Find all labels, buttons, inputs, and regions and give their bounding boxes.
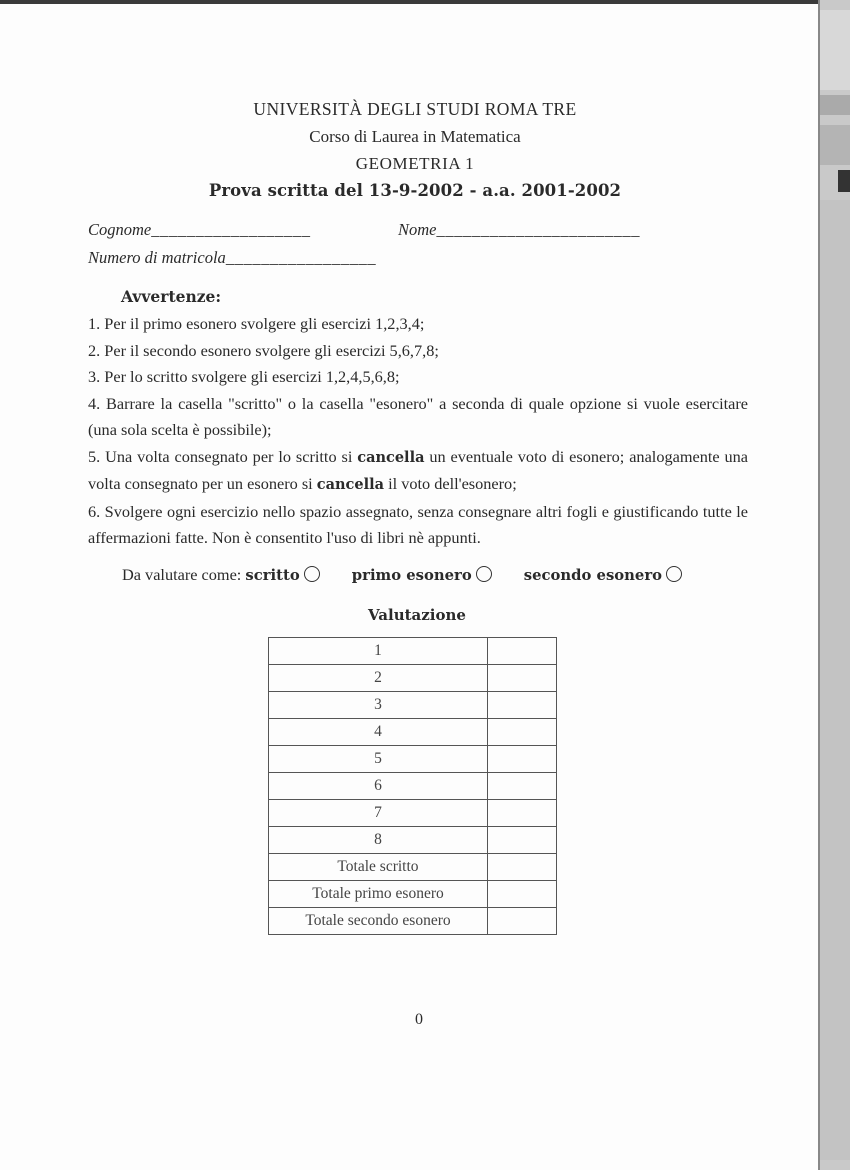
grading-score-cell[interactable] <box>488 773 557 800</box>
grading-row-label: 6 <box>269 773 488 800</box>
table-row <box>269 746 557 773</box>
matricola-line: _________________ <box>225 248 377 267</box>
grading-row-label: 3 <box>269 692 488 719</box>
nome-label: Nome <box>398 220 437 239</box>
course-name: Corso di Laurea in Matematica <box>309 127 521 146</box>
page-number: 0 <box>415 1011 423 1028</box>
cognome-line: __________________ <box>151 220 311 239</box>
table-row <box>269 908 557 935</box>
table-row <box>269 827 557 854</box>
grading-row-label: Totale primo esonero <box>269 881 488 908</box>
option-secondo-radio[interactable] <box>666 566 682 582</box>
warning-item-4: 4. Barrare la casella "scritto" o la casella "esonero" a seconda di quale opzione si vuole esercitare (una sola scelta è possibile); <box>88 393 748 439</box>
grading-title: Valutazione <box>368 606 466 624</box>
grading-row-label: 5 <box>269 746 488 773</box>
document-header <box>0 96 830 204</box>
grading-score-cell[interactable] <box>488 908 557 935</box>
nome-field[interactable] <box>398 220 640 240</box>
option-primo-label: primo esonero <box>351 567 472 584</box>
warning-item-2: 2. Per il secondo esonero svolgere gli esercizi 5,6,7,8; <box>88 340 439 360</box>
table-row <box>269 692 557 719</box>
grading-score-cell[interactable] <box>488 854 557 881</box>
matricola-label: Numero di matricola <box>88 248 226 267</box>
table-row <box>269 665 557 692</box>
subject-name: GEOMETRIA 1 <box>355 154 475 173</box>
grading-row-label: Totale secondo esonero <box>269 908 488 935</box>
option-primo-radio[interactable] <box>476 566 492 582</box>
cognome-label: Cognome <box>88 220 152 239</box>
option-secondo-label: secondo esonero <box>523 567 662 584</box>
grading-score-cell[interactable] <box>488 719 557 746</box>
choice-label: Da valutare come: <box>122 565 242 584</box>
grading-score-cell[interactable] <box>488 827 557 854</box>
option-scritto-radio[interactable] <box>304 566 320 582</box>
grading-score-cell[interactable] <box>488 800 557 827</box>
warning-item-5: 5. Una volta consegnato per lo scritto si cancella un eventuale voto di esonero; analogamente una volta consegnato per un esonero si cancella il voto dell'esonero; <box>88 446 749 493</box>
table-row <box>269 773 557 800</box>
university-name: UNIVERSITÀ DEGLI STUDI ROMA TRE <box>253 99 577 119</box>
cognome-field[interactable] <box>88 220 311 240</box>
grading-row-label: 1 <box>269 638 488 665</box>
table-row <box>269 854 557 881</box>
grading-row-label: Totale scritto <box>269 854 488 881</box>
scan-top-edge <box>0 0 850 4</box>
grading-row-label: 8 <box>269 827 488 854</box>
grading-score-cell[interactable] <box>488 881 557 908</box>
warning-item-1: 1. Per il primo esonero svolgere gli esercizi 1,2,3,4; <box>88 314 425 333</box>
warnings-list <box>88 311 748 552</box>
grading-row-label: 4 <box>269 719 488 746</box>
option-scritto-label: scritto <box>245 567 300 584</box>
grading-row-label: 7 <box>269 800 488 827</box>
exam-title: Prova scritta del 13-9-2002 - a.a. 2001-2002 <box>208 181 622 200</box>
grading-row-label: 2 <box>269 665 488 692</box>
grading-score-cell[interactable] <box>488 692 557 719</box>
matricola-field[interactable] <box>88 248 376 268</box>
grading-score-cell[interactable] <box>488 746 557 773</box>
table-row <box>269 638 557 665</box>
warning-item-3: 3. Per lo scritto svolgere gli esercizi 1,2,4,5,6,8; <box>88 367 400 386</box>
grading-score-cell[interactable] <box>488 638 557 665</box>
warning-item-6: 6. Svolgere ogni esercizio nello spazio assegnato, senza consegnare altri fogli e giustificando tutte le affermazioni fatte. Non è consentito l'uso di libri nè appunti. <box>88 501 748 547</box>
grading-table <box>268 637 557 935</box>
table-row <box>269 881 557 908</box>
nome-line: _______________________ <box>436 220 641 239</box>
table-row <box>269 800 557 827</box>
warnings-title: Avvertenze: <box>121 287 222 306</box>
table-row <box>269 719 557 746</box>
evaluation-choice <box>122 565 682 585</box>
grading-score-cell[interactable] <box>488 665 557 692</box>
